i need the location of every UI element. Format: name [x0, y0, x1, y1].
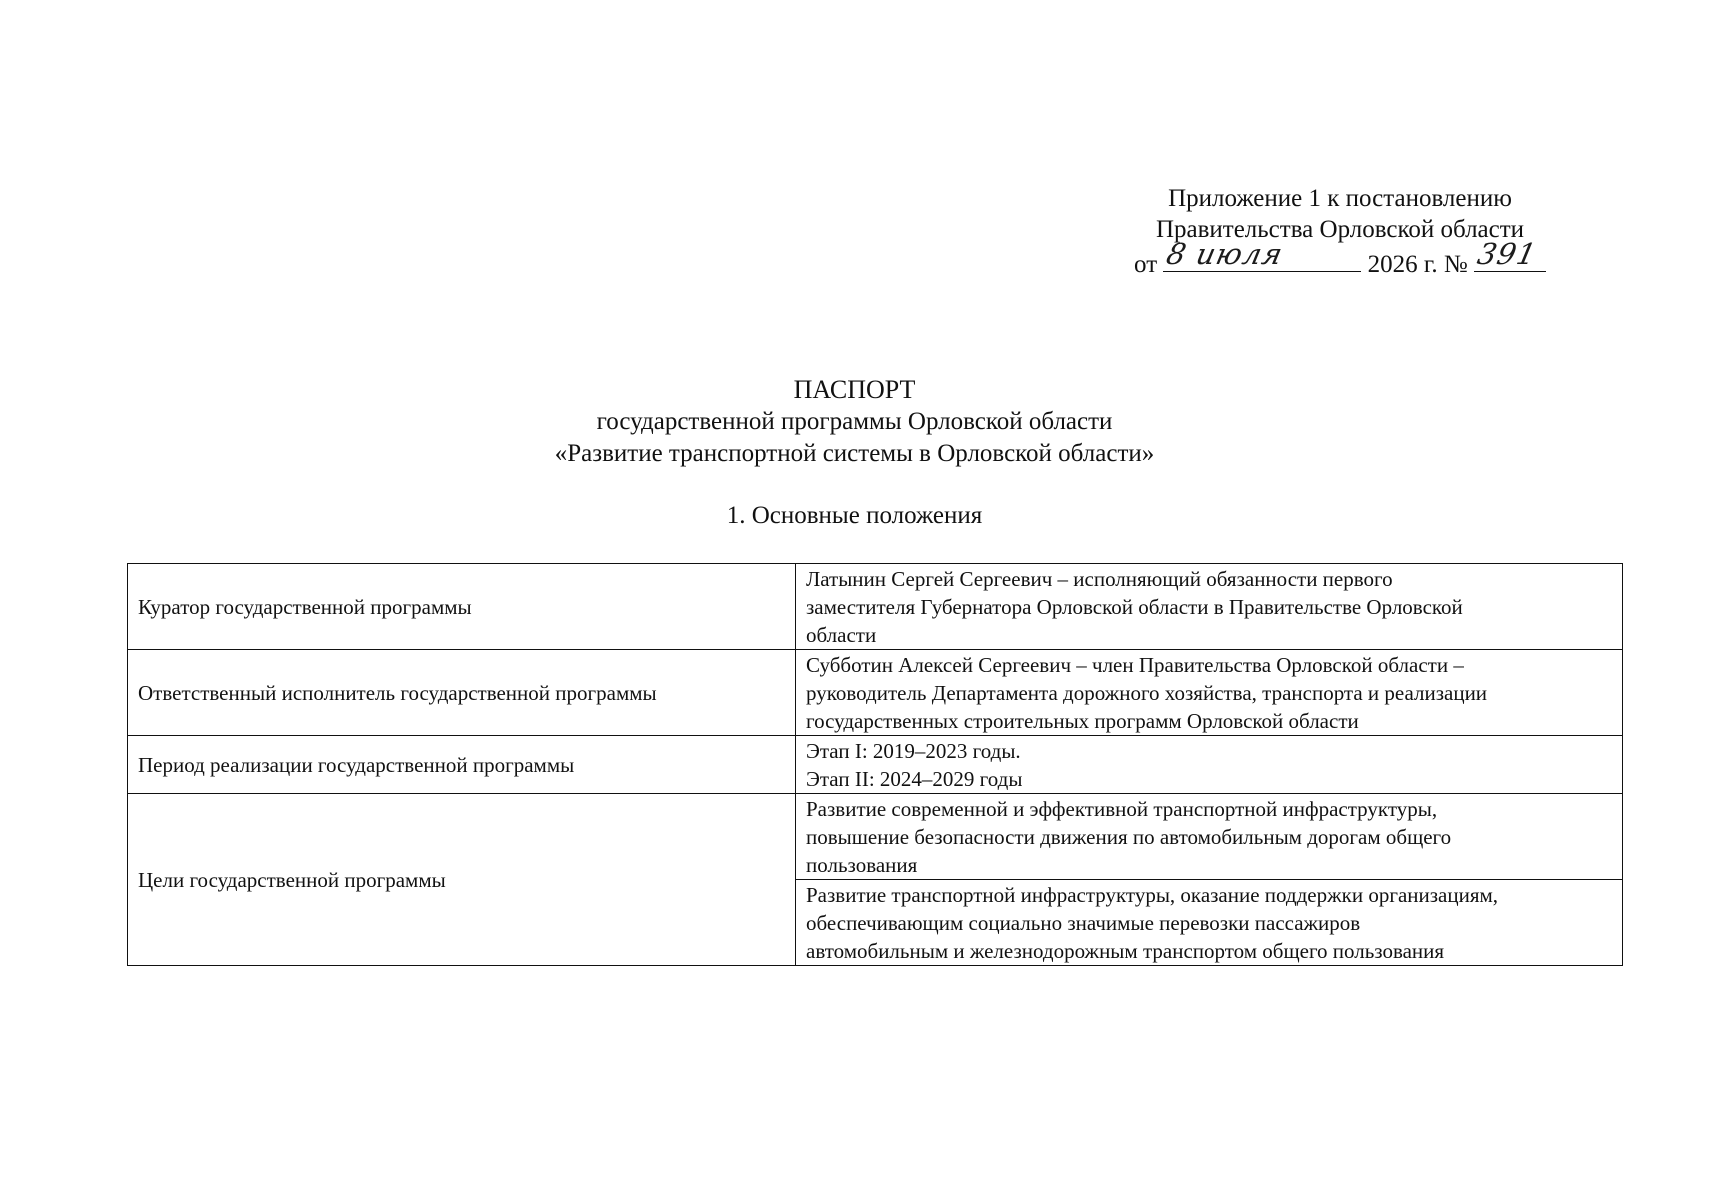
executor-value-line: государственных строительных программ Орловской области [806, 709, 1359, 733]
executor-value-line: руководитель Департамента дорожного хозяйства, транспорта и реализации [806, 681, 1488, 705]
table-row-executor [128, 650, 1623, 736]
appendix-date-line [1110, 237, 1570, 280]
year-number-label: 2026 г. № [1367, 251, 1468, 278]
curator-value-line: Латынин Сергей Сергеевич – исполняющий обязанности первого [806, 567, 1393, 591]
handwritten-date: 8 июля [1163, 237, 1287, 271]
section-heading: 1. Основные положения [726, 502, 983, 529]
title-passport: ПАСПОРТ [793, 375, 916, 404]
goal-2-line: Развитие транспортной инфраструктуры, оказание поддержки организациям, [806, 883, 1499, 907]
passport-table [127, 563, 1623, 966]
document-title [0, 374, 1709, 470]
executor-label: Ответственный исполнитель государственной программы [128, 650, 796, 736]
curator-value-line: области [806, 623, 877, 647]
period-value [796, 736, 1623, 794]
period-label: Период реализации государственной программы [128, 736, 796, 794]
goal-1-value [796, 794, 1623, 880]
goal-2-value [796, 880, 1623, 966]
goal-1-line: Развитие современной и эффективной транспортной инфраструктуры, [806, 797, 1438, 821]
goal-1-line: пользования [806, 853, 918, 877]
executor-value [796, 650, 1623, 736]
date-prefix: от [1134, 251, 1158, 278]
curator-value-line: заместителя Губернатора Орловской области в Правительстве Орловской [806, 595, 1463, 619]
title-program: государственной программы Орловской области [596, 408, 1113, 435]
appendix-line-2: Правительства Орловской области [1155, 216, 1525, 243]
date-blank [1163, 237, 1361, 272]
appendix-header [1110, 183, 1570, 280]
appendix-line-1: Приложение 1 к постановлению [1168, 185, 1512, 212]
table-row-goals [128, 794, 1623, 880]
curator-label: Куратор государственной программы [128, 564, 796, 650]
goal-2-line: обеспечивающим социально значимые перевозки пассажиров [806, 911, 1361, 935]
goals-label: Цели государственной программы [128, 794, 796, 966]
table-row-period [128, 736, 1623, 794]
handwritten-number: 391 [1474, 237, 1541, 271]
period-value-line: Этап II: 2024–2029 годы [806, 767, 1023, 791]
executor-value-line: Субботин Алексей Сергеевич – член Правительства Орловской области – [806, 653, 1464, 677]
period-value-line: Этап I: 2019–2023 годы. [806, 739, 1021, 763]
table-row-curator [128, 564, 1623, 650]
curator-value [796, 564, 1623, 650]
title-program-name: «Развитие транспортной системы в Орловской области» [554, 440, 1155, 467]
goal-1-line: повышение безопасности движения по автомобильным дорогам общего [806, 825, 1452, 849]
goal-2-line: автомобильным и железнодорожным транспортом общего пользования [806, 939, 1445, 963]
number-blank [1474, 237, 1546, 272]
